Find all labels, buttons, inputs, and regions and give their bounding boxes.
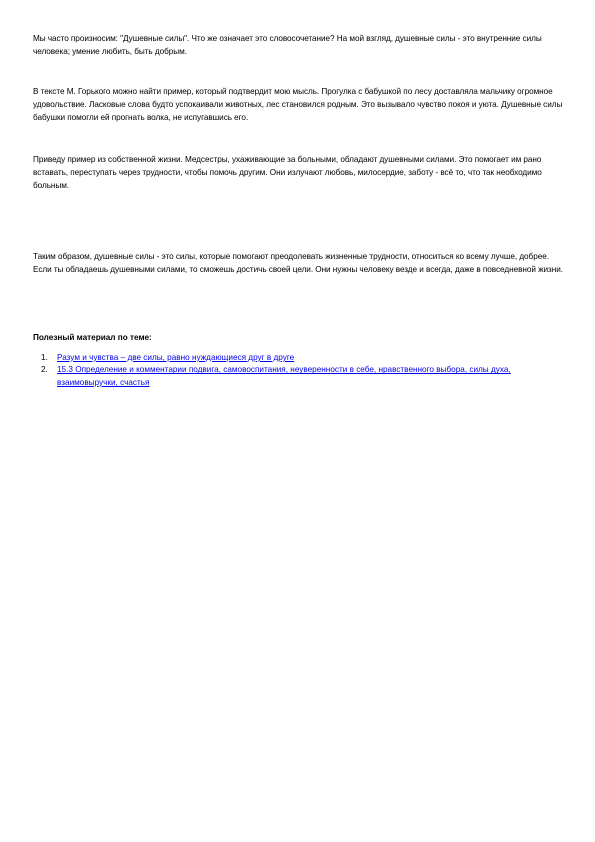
list-item-number: 2. [41,365,48,375]
paragraph-intro: Мы часто произносим: "Душевные силы". Что же означает это словосочетание? На мой взгляд, душевные силы - это внутренние силы человека; умение любить, быть добрым. [33,34,542,57]
related-link[interactable]: Разум и чувства – две силы, равно нуждающиеся друг в друге [57,353,295,362]
related-material-heading: Полезный материал по теме: [33,333,152,342]
related-link[interactable]: 15.3 Определение и комментарии подвига, самовоспитания, неуверенности в себе, нравственного выбора, силы духа, взаимовыручки, счастья [57,365,511,387]
list-item [33,352,533,364]
paragraph-gorky-example: В тексте М. Горького можно найти пример, который подтвердит мою мысль. Прогулка с бабушкой по лесу доставляла мальчику огромное удовольствие. Ласковые слова будто успокаивали животных, лес становился родным. Это вызывало чувство покоя и уюта. Душевные силы бабушки помогли ей прогнать волка, не испугавшись его. [33,87,563,123]
related-links-list [33,352,533,389]
paragraph-personal-example: Приведу пример из собственной жизни. Медсестры, ухаживающие за больными, обладают душевными силами. Это помогает им рано вставать, переступать через трудности, чтобы помочь другим. Они излучают любовь, милосердие, заботу - всё то, что так необходимо больным. [33,155,542,191]
list-item [33,364,533,389]
list-item-number: 1. [41,353,48,362]
paragraph-conclusion: Таким образом, душевные силы - это силы, которые помогают преодолевать жизненные трудности, относиться ко всему лучше, добрее. Если ты обладаешь душевными силами, то сможешь достичь своей цели. Они нужны человеку везде и всегда, даже в повседневной жизни. [33,252,563,275]
